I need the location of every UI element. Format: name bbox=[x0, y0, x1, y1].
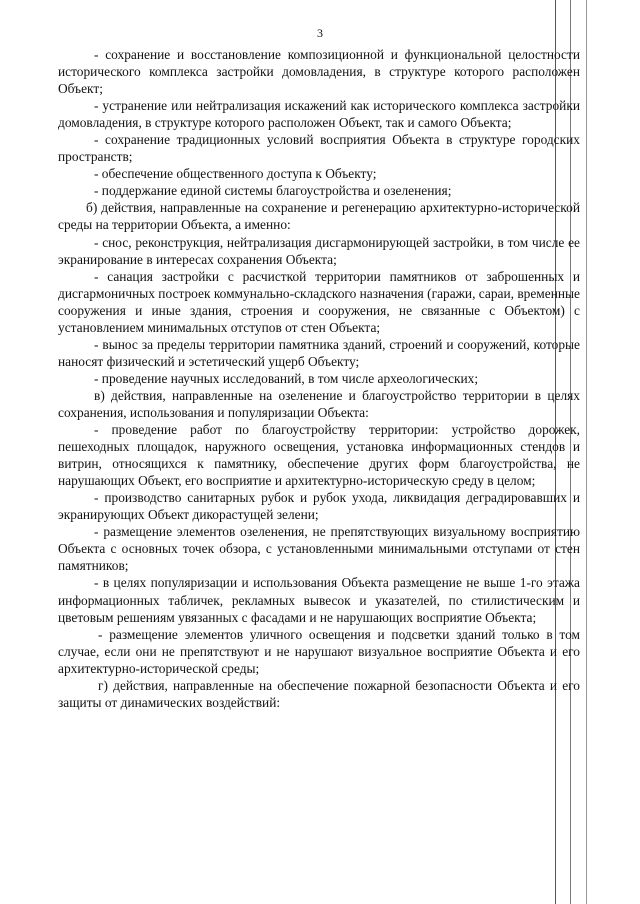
section-heading-v: в) действия, направленные на озеленение и благоустройство территории в целях сохранения, использования и популяризации Объекта: bbox=[58, 387, 580, 420]
section-heading-b: б) действия, направленные на сохранение и регенерацию архитектурно-исторической среды на территории Объекта, а именно: bbox=[58, 200, 580, 233]
list-item: - устранение или нейтрализация искажений как исторического комплекса застройки домовладения, в структуре которого расположен Объект, так и самого Объекта; bbox=[58, 98, 580, 131]
list-item: - производство санитарных рубок и рубок ухода, ликвидация деградировавших и экранирующих Объект дикорастущей зелени; bbox=[58, 490, 580, 523]
document-body bbox=[58, 46, 580, 711]
list-item: - размещение элементов уличного освещения и подсветки зданий только в том случае, если они не препятствуют и не нарушают визуальное восприятие Объекта и его архитектурно-исторической среды; bbox=[58, 626, 580, 676]
list-item: - снос, реконструкция, нейтрализация дисгармонирующей застройки, в том числе ее экранирование в интересах сохранения Объекта; bbox=[58, 234, 580, 267]
list-item: - вынос за пределы территории памятника зданий, строений и сооружений, которые наносят физический и эстетический ущерб Объекту; bbox=[58, 336, 580, 369]
list-item: - поддержание единой системы благоустройства и озеленения; bbox=[94, 183, 452, 199]
list-item: - обеспечение общественного доступа к Объекту; bbox=[94, 166, 377, 182]
list-item: - сохранение традиционных условий восприятия Объекта в структуре городских пространств; bbox=[58, 132, 580, 165]
scan-edge-line bbox=[586, 0, 587, 904]
list-item: - в целях популяризации и использования Объекта размещение не выше 1-го этажа информационных табличек, рекламных вывесок и указателей, по стилистическим и цветовым решениям увязанных с фасадами и не нарушающих восприятие Объекта; bbox=[58, 575, 580, 625]
page-number: 3 bbox=[317, 26, 323, 40]
list-item: - проведение научных исследований, в том числе археологических; bbox=[94, 370, 479, 386]
list-item: - проведение работ по благоустройству территории: устройство дорожек, пешеходных площадок, наружного освещения, установка информационных стендов и витрин, относящихся к памятнику, обеспечение других форм благоустройства, не нарушающих Объект, его восприятие и архитектурно-историческую среду в целом; bbox=[58, 422, 580, 489]
list-item: - сохранение и восстановление композиционной и функциональной целостности исторического комплекса застройки домовладения, в структуре которого расположен Объект; bbox=[58, 47, 580, 97]
section-heading-g: г) действия, направленные на обеспечение пожарной безопасности Объекта и его защиты от динамических воздействий: bbox=[58, 677, 580, 710]
list-item: - размещение элементов озеленения, не препятствующих визуальному восприятию Объекта с основных точек обзора, с установленными минимальными отступами от стен памятников; bbox=[58, 524, 580, 574]
list-item: - санация застройки с расчисткой территории памятников от заброшенных и дисгармоничных построек коммунально-складского назначения (гаражи, сараи, временные сооружения и иные здания, строения и сооружения, не связанные с Объектом) с установлением минимальных отступов от стен Объекта; bbox=[58, 268, 580, 335]
